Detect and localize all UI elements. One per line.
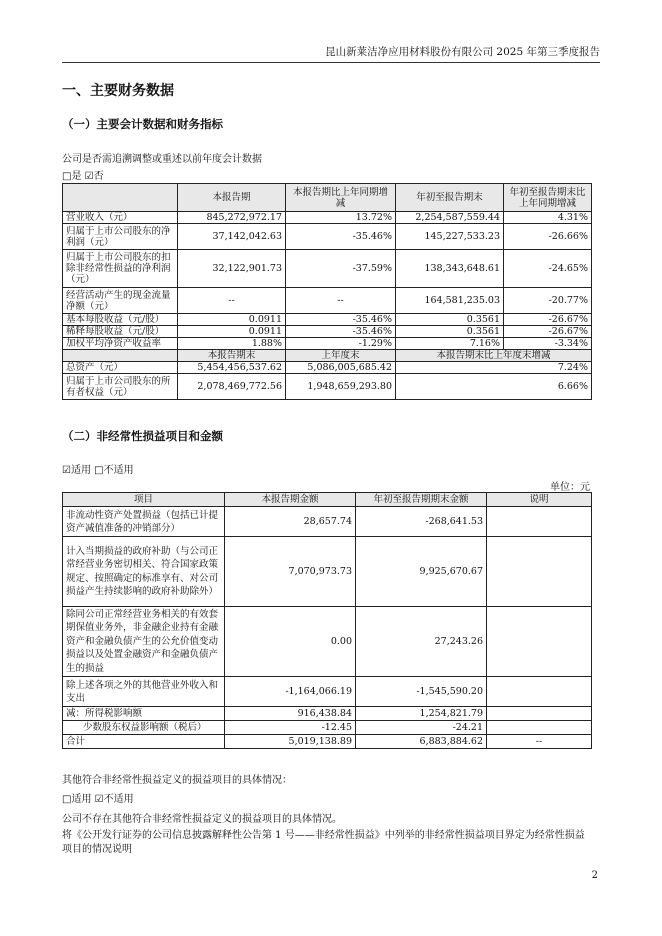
table-cell: 27,243.26: [356, 607, 487, 677]
table-cell: 1,948,659,293.80: [286, 374, 396, 400]
table-cell: -3.34%: [504, 338, 592, 350]
table-header: 年初至报告期末: [396, 184, 504, 212]
row-label: 少数股东权益影响额（税后）: [63, 721, 225, 735]
table-cell: -37.59%: [286, 250, 396, 288]
table-cell: -26.66%: [504, 224, 592, 250]
row-label: 非流动性资产处置损益（包括已计提资产减值准备的冲销部分）: [63, 507, 225, 537]
table-header: 本报告期比上年同期增减: [286, 184, 396, 212]
table-cell: 0.3561: [396, 326, 504, 338]
table-cell: [487, 607, 592, 677]
table-cell: 138,343,648.61: [396, 250, 504, 288]
table-cell: --: [286, 288, 396, 314]
row-label: 经营活动产生的现金流量净额（元）: [63, 288, 178, 314]
row-label: 减：所得税影响额: [63, 707, 225, 721]
row-label: 稀释每股收益（元/股）: [63, 326, 178, 338]
section-title: 一、主要财务数据: [62, 83, 174, 99]
table-cell: 2,254,587,559.44: [396, 212, 504, 224]
table-cell: 5,019,138.89: [225, 735, 356, 749]
page-number: 2: [591, 870, 598, 881]
table-cell: 32,122,901.73: [178, 250, 286, 288]
table-cell: -1,545,590.20: [356, 677, 487, 707]
row-label: 除上述各项之外的其他营业外收入和支出: [63, 677, 225, 707]
table-cell: [487, 677, 592, 707]
table-cell: 7.24%: [396, 362, 592, 374]
row-label: 计入当期损益的政府补助（与公司正常经营业务密切相关、符合国家政策规定、按照确定的标准享有、对公司损益产生持续影响的政府补助除外）: [63, 537, 225, 607]
table-cell: 0.3561: [396, 314, 504, 326]
restate-answer: □是 ☑否: [62, 171, 104, 182]
table-cell: 6.66%: [396, 374, 592, 400]
key-financial-table: [62, 183, 592, 400]
table-cell: 13.72%: [286, 212, 396, 224]
applicable-status: ☑适用 □不适用: [62, 465, 134, 476]
table-cell: 1,254,821.79: [356, 707, 487, 721]
subsection-title-1: （一）主要会计数据和财务指标: [62, 117, 223, 131]
row-label: 加权平均净资产收益率: [63, 338, 178, 350]
table-cell: -26.67%: [504, 314, 592, 326]
row-label: 归属于上市公司股东的扣除非经常性损益的净利润（元）: [63, 250, 178, 288]
table-header: 年初至报告期末比上年同期增减: [504, 184, 592, 212]
table-cell: -1,164,066.19: [225, 677, 356, 707]
table-cell: 845,272,972.17: [178, 212, 286, 224]
table-cell: 0.00: [225, 607, 356, 677]
table-subheader: 上年度末: [286, 350, 396, 362]
table-cell: 1.88%: [178, 338, 286, 350]
other-items-answer: □适用 ☑不适用: [62, 794, 134, 805]
table-cell: --: [487, 735, 592, 749]
table-subheader: 本报告期末: [178, 350, 286, 362]
table-cell: [487, 721, 592, 735]
row-label: 合计: [63, 735, 225, 749]
table-subheader: [63, 350, 178, 362]
table-cell: 916,438.84: [225, 707, 356, 721]
row-label: 基本每股收益（元/股）: [63, 314, 178, 326]
classification-note: 将《公开发行证券的公司信息披露解释性公告第 1 号——非经常性损益》中列举的非经常性损益项目界定为经常性损益项目的情况说明: [62, 830, 585, 855]
table-header: 年初至报告期期末金额: [356, 493, 487, 507]
table-cell: 5,454,456,537.62: [178, 362, 286, 374]
table-cell: -24.65%: [504, 250, 592, 288]
header-divider: [62, 62, 600, 63]
table-cell: [487, 537, 592, 607]
table-cell: 37,142,042.63: [178, 224, 286, 250]
table-cell: -24.21: [356, 721, 487, 735]
table-header: 本报告期金额: [225, 493, 356, 507]
table-cell: -12.45: [225, 721, 356, 735]
table-header: 说明: [487, 493, 592, 507]
table-cell: 6,883,884.62: [356, 735, 487, 749]
table-cell: -1.29%: [286, 338, 396, 350]
table-cell: 7,070,973.73: [225, 537, 356, 607]
unit-label: 单位：元: [550, 482, 590, 493]
table-cell: 2,078,469,772.56: [178, 374, 286, 400]
table-cell: 9,925,670.67: [356, 537, 487, 607]
table-cell: 0.0911: [178, 314, 286, 326]
table-cell: 7.16%: [396, 338, 504, 350]
row-label: 归属于上市公司股东的净利润（元）: [63, 224, 178, 250]
table-cell: 145,227,533.23: [396, 224, 504, 250]
other-items-text: 公司不存在其他符合非经常性损益定义的损益项目的具体情况。: [62, 814, 342, 825]
row-label: 总资产（元）: [63, 362, 178, 374]
table-header: [63, 184, 178, 212]
table-cell: 164,581,235.03: [396, 288, 504, 314]
other-items-question: 其他符合非经常性损益定义的损益项目的具体情况：: [62, 775, 292, 786]
table-cell: -268,641.53: [356, 507, 487, 537]
table-cell: 28,657.74: [225, 507, 356, 537]
restate-question: 公司是否需追溯调整或重述以前年度会计数据: [62, 154, 262, 165]
report-header: 昆山新莱洁净应用材料股份有限公司 2025 年第三季度报告: [325, 46, 600, 58]
table-cell: [487, 507, 592, 537]
table-cell: -35.46%: [286, 326, 396, 338]
row-label: 归属于上市公司股东的所有者权益（元）: [63, 374, 178, 400]
non-recurring-table: [62, 492, 592, 749]
subsection-title-2: （二）非经常性损益项目和金额: [62, 429, 223, 443]
table-cell: -35.46%: [286, 224, 396, 250]
table-cell: -26.67%: [504, 326, 592, 338]
row-label: 营业收入（元）: [63, 212, 178, 224]
table-header: 项目: [63, 493, 225, 507]
table-cell: 4.31%: [504, 212, 592, 224]
table-cell: --: [178, 288, 286, 314]
table-cell: [487, 707, 592, 721]
table-cell: -35.46%: [286, 314, 396, 326]
table-cell: -20.77%: [504, 288, 592, 314]
row-label: 除同公司正常经营业务相关的有效套期保值业务外，非金融企业持有金融资产和金融负债产生的公允价值变动损益以及处置金融资产和金融负债产生的损益: [63, 607, 225, 677]
table-cell: 0.0911: [178, 326, 286, 338]
table-subheader: 本报告期末比上年度末增减: [396, 350, 592, 362]
table-header: 本报告期: [178, 184, 286, 212]
table-cell: 5,086,005,685.42: [286, 362, 396, 374]
